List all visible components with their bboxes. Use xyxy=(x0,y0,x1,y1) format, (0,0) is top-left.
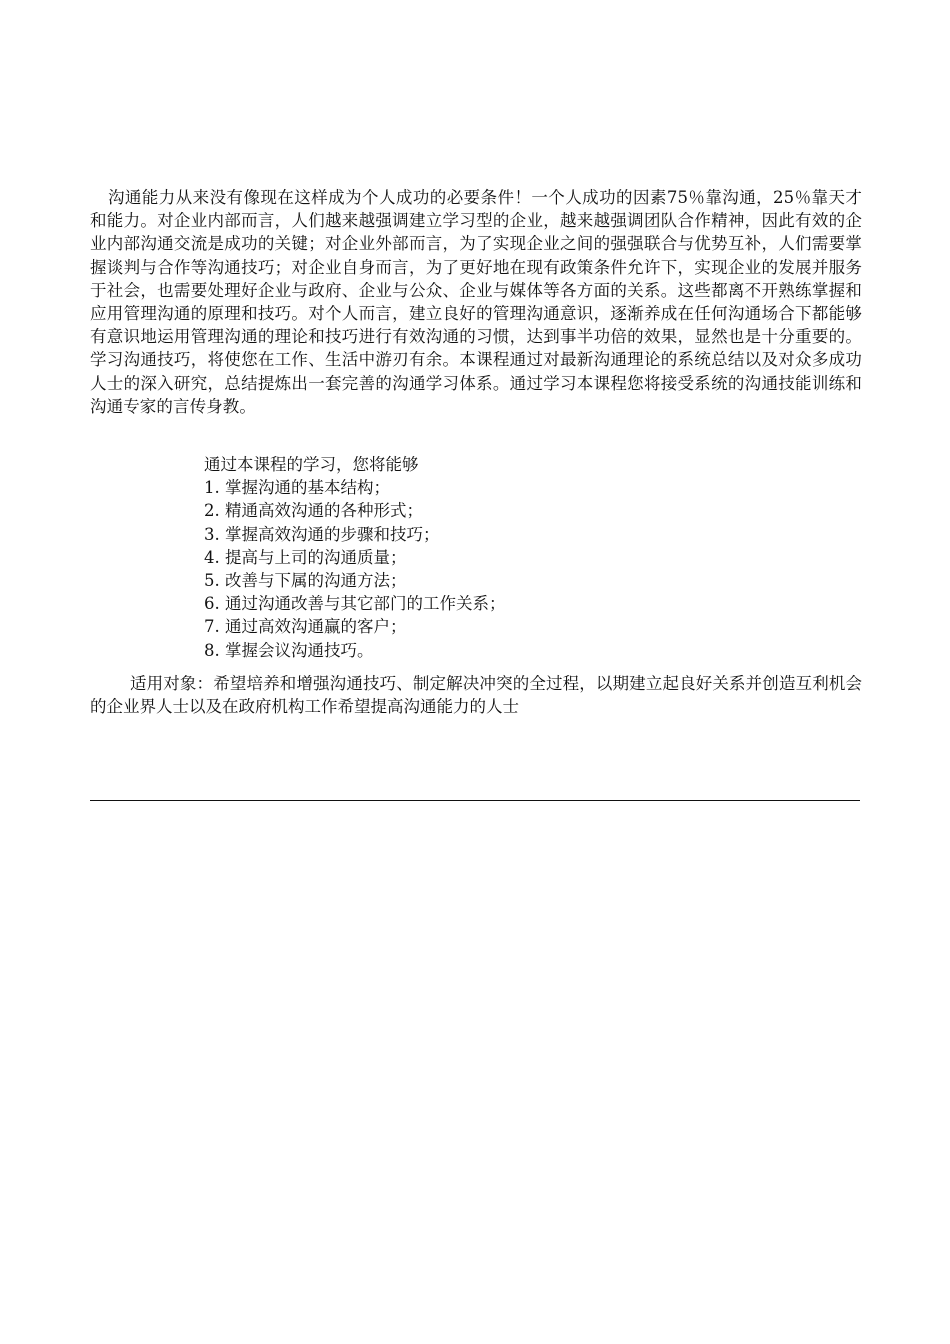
list-item: 7. 通过高效沟通赢的客户； xyxy=(204,617,407,637)
list-item: 4. 提高与上司的沟通质量； xyxy=(204,547,407,567)
list-item: 2. 精通高效沟通的各种形式； xyxy=(204,501,423,521)
learning-goals xyxy=(204,453,506,662)
horizontal-divider xyxy=(90,800,860,801)
list-item: 5. 改善与下属的沟通方法； xyxy=(204,571,407,591)
list-item: 6. 通过沟通改善与其它部门的工作关系； xyxy=(204,594,506,614)
intro-paragraph: 沟通能力从来没有像现在这样成为个人成功的必要条件！一个人成功的因素75％靠沟通，25％靠天才和能力。对企业内部而言，人们越来越强调建立学习型的企业，越来越强调团队合作精神，因此有效的企业内部沟通交流是成功的关键；对企业外部而言，为了实现企业之间的强强联合与优势互补，人们需要掌握谈判与合作等沟通技巧；对企业自身而言，为了更好地在现有政策条件允许下，实现企业的发展并服务于社会，也需要处理好企业与政府、企业与公众、企业与媒体等各方面的关系。这些都离不开熟练掌握和应用管理沟通的原理和技巧。对个人而言，建立良好的管理沟通意识，逐渐养成在任何沟通场合下都能够有意识地运用管理沟通的理论和技巧进行有效沟通的习惯，达到事半功倍的效果，显然也是十分重要的。学习沟通技巧，将使您在工作、生活中游刃有余。本课程通过对最新沟通理论的系统总结以及对众多成功人士的深入研究，总结提炼出一套完善的沟通学习体系。通过学习本课程您将接受系统的沟通技能训练和沟通专家的言传身教。 xyxy=(90,188,862,416)
learning-goals-list xyxy=(204,476,506,662)
list-item: 1. 掌握沟通的基本结构； xyxy=(204,478,390,498)
list-item: 3. 掌握高效沟通的步骤和技巧； xyxy=(204,524,440,544)
list-item: 8. 掌握会议沟通技巧。 xyxy=(204,640,374,660)
learning-goals-heading: 通过本课程的学习，您将能够 xyxy=(204,455,419,474)
audience-paragraph: 适用对象：希望培养和增强沟通技巧、制定解决冲突的全过程，以期建立起良好关系并创造互利机会的企业界人士以及在政府机构工作希望提高沟通能力的人士 xyxy=(90,674,862,717)
